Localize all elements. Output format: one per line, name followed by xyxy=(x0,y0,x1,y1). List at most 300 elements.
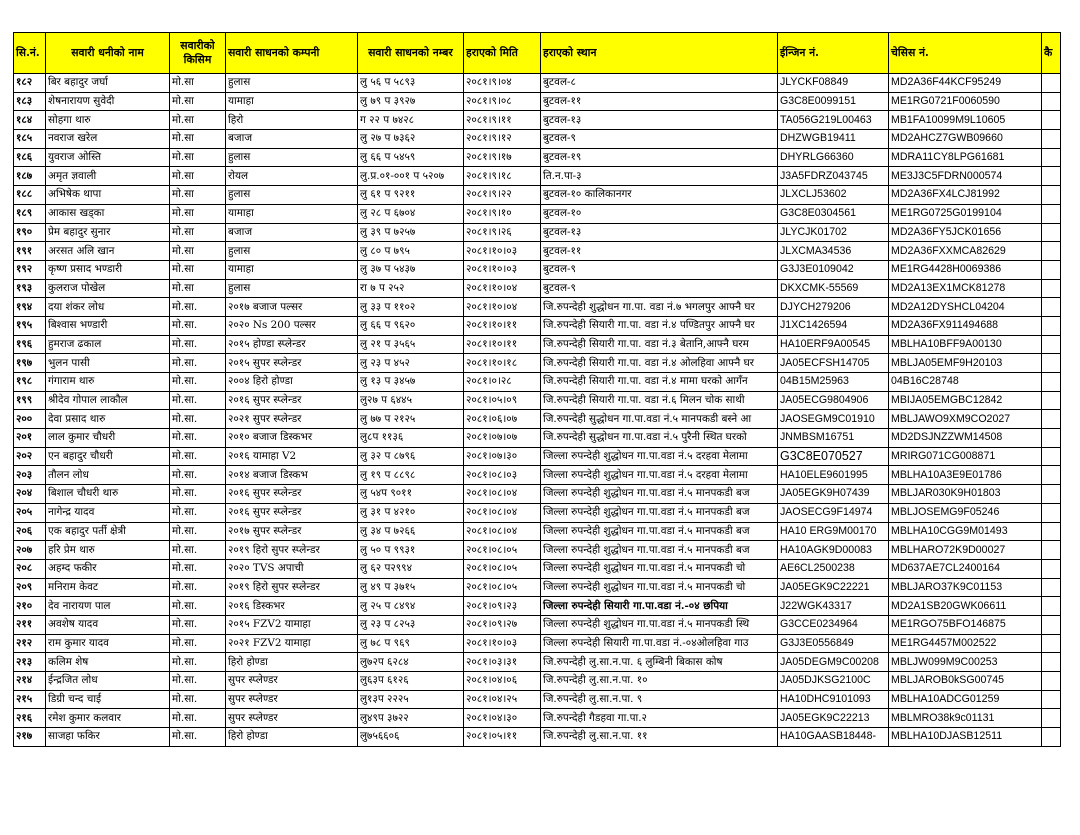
cell-lost-location: जि.रुपन्देही सियारी गा.पा. वडा नं.३ बेतानि,आफ्नै घरम xyxy=(541,335,778,354)
table-row xyxy=(14,410,1061,429)
cell-lost-location: जि.रुपन्देही सियारी गा.पा. वडा नं.६ मिलन चोक साथी xyxy=(541,391,778,410)
cell-remarks xyxy=(1042,597,1061,616)
cell-lost-date: २०८१।९।२६ xyxy=(464,223,541,242)
cell-remarks xyxy=(1042,578,1061,597)
cell-vehicle-type: मो.सा xyxy=(170,223,226,242)
cell-vehicle-company: यामाहा xyxy=(226,92,358,111)
cell-vehicle-number: लु २५ प ८४९४ xyxy=(358,597,464,616)
cell-owner-name: एक बहादुर पर्ती क्षेत्री xyxy=(46,522,170,541)
cell-vehicle-type: मो.सा. xyxy=(170,316,226,335)
header-vehicle-number: सवारी साधनको नम्बर xyxy=(358,33,464,74)
cell-vehicle-company: २०१६ सुपर स्प्लेन्डर xyxy=(226,485,358,504)
cell-serial: १८२ xyxy=(14,74,46,93)
cell-owner-name: गंगाराम थारु xyxy=(46,373,170,392)
table-row xyxy=(14,690,1061,709)
cell-serial: १९४ xyxy=(14,298,46,317)
cell-vehicle-number: लु ३९ प ७२५७ xyxy=(358,223,464,242)
cell-engine-number: DHYRLG66360 xyxy=(778,148,889,167)
cell-vehicle-company: २०१६ डिस्कभर xyxy=(226,597,358,616)
cell-engine-number: HA10AGK9D00083 xyxy=(778,541,889,560)
cell-vehicle-number: लु ३१ प ४२१० xyxy=(358,503,464,522)
cell-vehicle-number: ग २२ प ७४२८ xyxy=(358,111,464,130)
table-row xyxy=(14,223,1061,242)
cell-owner-name: कृष्ण प्रसाद भण्डारी xyxy=(46,260,170,279)
cell-remarks xyxy=(1042,204,1061,223)
table-row xyxy=(14,672,1061,691)
cell-remarks xyxy=(1042,466,1061,485)
cell-lost-date: २०८१।०८।०५ xyxy=(464,541,541,560)
cell-vehicle-company: बजाज xyxy=(226,223,358,242)
cell-engine-number: JLYCJK01702 xyxy=(778,223,889,242)
header-lost-date: हराएको मिति xyxy=(464,33,541,74)
cell-serial: २१५ xyxy=(14,690,46,709)
cell-owner-name: रमेश कुमार कलवार xyxy=(46,709,170,728)
cell-lost-date: २०८१।१०।०४ xyxy=(464,298,541,317)
cell-chassis-number: MD2DSJNZZWM14508 xyxy=(889,429,1042,448)
cell-serial: १८६ xyxy=(14,148,46,167)
table-row xyxy=(14,503,1061,522)
cell-vehicle-company: २०२० Ns 200 पल्सर xyxy=(226,316,358,335)
cell-vehicle-company: हुलास xyxy=(226,74,358,93)
cell-vehicle-type: मो.सा xyxy=(170,242,226,261)
table-row xyxy=(14,578,1061,597)
cell-owner-name: बिर बहादुर जर्घा xyxy=(46,74,170,93)
cell-lost-date: २०८१।९।१८ xyxy=(464,167,541,186)
cell-vehicle-type: मो.सा xyxy=(170,92,226,111)
cell-vehicle-company: सुपर स्प्लेण्डर xyxy=(226,709,358,728)
table-row xyxy=(14,335,1061,354)
cell-serial: १९८ xyxy=(14,373,46,392)
cell-engine-number: G3J3E0556849 xyxy=(778,634,889,653)
cell-vehicle-type: मो.सा. xyxy=(170,391,226,410)
lost-vehicles-table xyxy=(13,32,1061,747)
cell-lost-location: जि.रुपन्देही सुद्धोधन गा.पा.वडा नं.५ पुरैनी स्थित घरको xyxy=(541,429,778,448)
cell-lost-date: २०८१।१०।१८ xyxy=(464,354,541,373)
cell-lost-location: जि.रुपन्देही लु.सा.न.पा. ११ xyxy=(541,728,778,747)
cell-lost-location: बुटवल-८ xyxy=(541,74,778,93)
cell-vehicle-type: मो.सा. xyxy=(170,298,226,317)
cell-remarks xyxy=(1042,373,1061,392)
cell-vehicle-company: २०२० TVS अपाची xyxy=(226,559,358,578)
cell-lost-date: २०८१।०।२८ xyxy=(464,373,541,392)
cell-vehicle-number: लु ३७ प ५४३७ xyxy=(358,260,464,279)
cell-vehicle-number: लु १९ प ८८९८ xyxy=(358,466,464,485)
cell-vehicle-company: हुलास xyxy=(226,186,358,205)
cell-owner-name: अमृत ज्ञवाली xyxy=(46,167,170,186)
cell-remarks xyxy=(1042,503,1061,522)
cell-lost-date: २०८१।०९।२७ xyxy=(464,615,541,634)
cell-remarks xyxy=(1042,279,1061,298)
cell-vehicle-number: लु २७ प ७३६२ xyxy=(358,130,464,149)
cell-chassis-number: MD2A12DYSHCL04204 xyxy=(889,298,1042,317)
header-vehicle-type: सवारीको किसिम xyxy=(170,33,226,74)
cell-vehicle-number: लु६३प ६१२६ xyxy=(358,672,464,691)
cell-owner-name: राम कुमार यादव xyxy=(46,634,170,653)
cell-vehicle-company: हिरो होण्डा xyxy=(226,653,358,672)
cell-chassis-number: ME1RG0721F0060590 xyxy=(889,92,1042,111)
cell-lost-location: जि.रुपन्देही सियारी गा.पा. वडा नं.४ पण्डितपुर आफ्नै घर xyxy=(541,316,778,335)
cell-serial: २१० xyxy=(14,597,46,616)
cell-vehicle-company: २०१० बजाज डिस्कभर xyxy=(226,429,358,448)
cell-chassis-number: MBLHA10DJASB12511 xyxy=(889,728,1042,747)
table-row xyxy=(14,74,1061,93)
cell-engine-number: DJYCH279206 xyxy=(778,298,889,317)
cell-engine-number: JLXCLJ53602 xyxy=(778,186,889,205)
cell-vehicle-type: मो.सा. xyxy=(170,522,226,541)
cell-vehicle-type: मो.सा xyxy=(170,167,226,186)
cell-lost-date: २०८१।०३।३१ xyxy=(464,653,541,672)
cell-engine-number: HA10 ERG9M00170 xyxy=(778,522,889,541)
cell-engine-number: JAOSEGM9C01910 xyxy=(778,410,889,429)
cell-remarks xyxy=(1042,335,1061,354)
cell-vehicle-number: लु २१ प ३५६५ xyxy=(358,335,464,354)
table-row xyxy=(14,597,1061,616)
cell-engine-number: JA05EGK9C22221 xyxy=(778,578,889,597)
cell-remarks xyxy=(1042,74,1061,93)
cell-vehicle-type: मो.सा. xyxy=(170,447,226,466)
cell-engine-number: JA05EGK9H07439 xyxy=(778,485,889,504)
cell-chassis-number: MBLJA05EMF9H20103 xyxy=(889,354,1042,373)
cell-remarks xyxy=(1042,130,1061,149)
table-row xyxy=(14,653,1061,672)
cell-lost-location: जि.रुपन्देही सियारी गा.पा. वडा नं.४ मामा घरको आगँन xyxy=(541,373,778,392)
table-row xyxy=(14,204,1061,223)
cell-remarks xyxy=(1042,298,1061,317)
cell-vehicle-number: लु.प्र.०१-००१ प ५२०७ xyxy=(358,167,464,186)
table-row xyxy=(14,429,1061,448)
cell-vehicle-number: लु ५० प ९९३१ xyxy=(358,541,464,560)
cell-remarks xyxy=(1042,429,1061,448)
cell-remarks xyxy=(1042,167,1061,186)
cell-lost-date: २०८१।९।११ xyxy=(464,111,541,130)
cell-vehicle-company: २०२१ सुपर स्प्लेन्डर xyxy=(226,410,358,429)
cell-remarks xyxy=(1042,559,1061,578)
cell-chassis-number: ME1RG0725G0199104 xyxy=(889,204,1042,223)
cell-engine-number: G3J3E0109042 xyxy=(778,260,889,279)
cell-owner-name: आकास खड्का xyxy=(46,204,170,223)
cell-chassis-number: MD637AE7CL2400164 xyxy=(889,559,1042,578)
cell-lost-date: २०८१।०५।०९ xyxy=(464,391,541,410)
cell-lost-location: जि.रुपन्देही शुद्धोधन गा.पा. वडा नं.७ भगलपुर आफ्नै घर xyxy=(541,298,778,317)
cell-lost-date: २०८१।०४।०६ xyxy=(464,672,541,691)
cell-serial: २०७ xyxy=(14,541,46,560)
cell-lost-date: २०८१।०४।३० xyxy=(464,709,541,728)
cell-chassis-number: MBLJARO37K9C01153 xyxy=(889,578,1042,597)
cell-engine-number: HA10ERF9A00545 xyxy=(778,335,889,354)
cell-lost-location: जि.रुपन्देही लु.सा.न.पा. ६ लुम्बिनी बिकास कोष xyxy=(541,653,778,672)
cell-vehicle-company: हुलास xyxy=(226,148,358,167)
cell-remarks xyxy=(1042,316,1061,335)
cell-vehicle-company: हिरो xyxy=(226,111,358,130)
table-row xyxy=(14,447,1061,466)
cell-engine-number: JA05DJKSG2100C xyxy=(778,672,889,691)
cell-vehicle-type: मो.सा xyxy=(170,111,226,130)
cell-engine-number: J1XC1426594 xyxy=(778,316,889,335)
table-row xyxy=(14,541,1061,560)
cell-vehicle-type: मो.सा xyxy=(170,74,226,93)
cell-engine-number: JA05ECFSH14705 xyxy=(778,354,889,373)
header-vehicle-company: सवारी साधनको कम्पनी xyxy=(226,33,358,74)
cell-serial: १८३ xyxy=(14,92,46,111)
cell-chassis-number: MDRA11CY8LPG61681 xyxy=(889,148,1042,167)
cell-lost-date: २०८१।१०।०४ xyxy=(464,279,541,298)
cell-chassis-number: MBLHA10ADCG01259 xyxy=(889,690,1042,709)
cell-vehicle-number: लु ८० प ७९५ xyxy=(358,242,464,261)
table-row xyxy=(14,391,1061,410)
cell-lost-location: जिल्ला रुपन्देही शुद्धोधन गा.पा.वडा नं.५ दरहवा मेलामा xyxy=(541,466,778,485)
table-row xyxy=(14,466,1061,485)
cell-vehicle-number: लु ३२ प ८७९६ xyxy=(358,447,464,466)
cell-engine-number: AE6CL2500238 xyxy=(778,559,889,578)
cell-lost-date: २०८१।९।०८ xyxy=(464,92,541,111)
cell-lost-date: २०८१।९।०४ xyxy=(464,74,541,93)
cell-lost-date: २०८१।०७।३० xyxy=(464,447,541,466)
cell-vehicle-type: मो.सा. xyxy=(170,503,226,522)
table-row xyxy=(14,279,1061,298)
cell-lost-location: जिल्ला रुपन्देही शुद्धोधन गा.पा.वडा नं.५ मानपकडी स्थि xyxy=(541,615,778,634)
cell-vehicle-number: लु ३४ प ७२६६ xyxy=(358,522,464,541)
cell-serial: २०३ xyxy=(14,466,46,485)
cell-owner-name: हुमराज ढकाल xyxy=(46,335,170,354)
cell-engine-number: DHZWGB19411 xyxy=(778,130,889,149)
cell-chassis-number: MD2A36FX911494688 xyxy=(889,316,1042,335)
cell-vehicle-company: २०१६ सुपर स्प्लेन्डर xyxy=(226,503,358,522)
header-lost-location: हराएको स्थान xyxy=(541,33,778,74)
cell-vehicle-type: मो.सा. xyxy=(170,541,226,560)
cell-engine-number: JAOSECG9F14974 xyxy=(778,503,889,522)
cell-engine-number: HA10DHC9101093 xyxy=(778,690,889,709)
cell-vehicle-company: २०१५ होण्डा स्प्लेन्डर xyxy=(226,335,358,354)
cell-vehicle-number: लु ५६ प ५८९३ xyxy=(358,74,464,93)
cell-remarks xyxy=(1042,634,1061,653)
cell-lost-date: २०८१।९।१० xyxy=(464,204,541,223)
cell-remarks xyxy=(1042,354,1061,373)
cell-lost-date: २०८१।०६।०७ xyxy=(464,410,541,429)
cell-engine-number: JLYCKF08849 xyxy=(778,74,889,93)
cell-vehicle-number: लु१३प २२२५ xyxy=(358,690,464,709)
cell-engine-number: J3A5FDRZ043745 xyxy=(778,167,889,186)
cell-serial: १८७ xyxy=(14,167,46,186)
cell-owner-name: अभिषेक थापा xyxy=(46,186,170,205)
cell-vehicle-type: मो.सा. xyxy=(170,709,226,728)
table-row xyxy=(14,709,1061,728)
cell-remarks xyxy=(1042,653,1061,672)
cell-vehicle-company: यामाहा xyxy=(226,260,358,279)
cell-chassis-number: MBLJAR030K9H01803 xyxy=(889,485,1042,504)
cell-lost-date: २०८१।०४।२५ xyxy=(464,690,541,709)
cell-chassis-number: MD2A36F44KCF95249 xyxy=(889,74,1042,93)
cell-lost-location: बुटवल-१९ xyxy=(541,148,778,167)
header-remarks: कै xyxy=(1042,33,1061,74)
cell-engine-number: J22WGK43317 xyxy=(778,597,889,616)
cell-serial: २०४ xyxy=(14,485,46,504)
cell-serial: २१२ xyxy=(14,634,46,653)
cell-engine-number: HA10GAASB18448- xyxy=(778,728,889,747)
cell-vehicle-number: लु २३ प ४५२ xyxy=(358,354,464,373)
cell-engine-number: G3C8E0099151 xyxy=(778,92,889,111)
cell-lost-location: बुटवल-१० xyxy=(541,204,778,223)
cell-owner-name: नवराज खरेल xyxy=(46,130,170,149)
cell-chassis-number: MB1FA10099M9L10605 xyxy=(889,111,1042,130)
cell-lost-location: बुटवल-१० कालिकानगर xyxy=(541,186,778,205)
cell-lost-date: २०८१।०८।०३ xyxy=(464,466,541,485)
cell-owner-name: भुलन पासी xyxy=(46,354,170,373)
cell-chassis-number: MBLHA10BFF9A00130 xyxy=(889,335,1042,354)
cell-owner-name: दया शंकर लोध xyxy=(46,298,170,317)
cell-lost-date: २०८१।०९।२३ xyxy=(464,597,541,616)
cell-vehicle-number: लु७२प ६२८४ xyxy=(358,653,464,672)
cell-lost-date: २०८१।१०।११ xyxy=(464,316,541,335)
table-row xyxy=(14,111,1061,130)
cell-engine-number: JNMBSM16751 xyxy=(778,429,889,448)
cell-serial: १९० xyxy=(14,223,46,242)
cell-lost-location: बुटवल-११ xyxy=(541,92,778,111)
cell-remarks xyxy=(1042,223,1061,242)
cell-chassis-number: MD2A36FX4LCJ81992 xyxy=(889,186,1042,205)
cell-engine-number: JA05DEGM9C00208 xyxy=(778,653,889,672)
cell-vehicle-type: मो.सा. xyxy=(170,429,226,448)
cell-owner-name: लाल कुमार चौधरी xyxy=(46,429,170,448)
cell-chassis-number: MBIJA05EMGBC12842 xyxy=(889,391,1042,410)
cell-vehicle-company: बजाज xyxy=(226,130,358,149)
cell-lost-date: २०८१।०८।०४ xyxy=(464,503,541,522)
cell-owner-name: साजहा फकिर xyxy=(46,728,170,747)
cell-lost-location: जिल्ला रुपन्देही सियारी गा.पा.वडा नं.-०४ छपिया xyxy=(541,597,778,616)
cell-owner-name: देवा प्रसाद थारु xyxy=(46,410,170,429)
cell-owner-name: कुलराज पोखेल xyxy=(46,279,170,298)
cell-serial: २०१ xyxy=(14,429,46,448)
cell-lost-date: २०८१।१०।०३ xyxy=(464,634,541,653)
cell-serial: २१३ xyxy=(14,653,46,672)
cell-owner-name: एन बहादुर चौधरी xyxy=(46,447,170,466)
cell-serial: २१४ xyxy=(14,672,46,691)
cell-vehicle-type: मो.सा. xyxy=(170,615,226,634)
cell-engine-number: HA10ELE9601995 xyxy=(778,466,889,485)
table-body xyxy=(14,74,1061,747)
cell-lost-date: २०८१।१०।०३ xyxy=(464,260,541,279)
cell-chassis-number: MD2A13EX1MCK81278 xyxy=(889,279,1042,298)
cell-lost-location: ति.न.पा-३ xyxy=(541,167,778,186)
cell-vehicle-type: मो.सा. xyxy=(170,354,226,373)
cell-chassis-number: MBLJAROB0kSG00745 xyxy=(889,672,1042,691)
cell-serial: २०८ xyxy=(14,559,46,578)
table-row xyxy=(14,485,1061,504)
cell-serial: १९१ xyxy=(14,242,46,261)
cell-lost-date: २०८१।१०।०३ xyxy=(464,242,541,261)
cell-lost-date: २०८१।०८।०४ xyxy=(464,485,541,504)
cell-remarks xyxy=(1042,391,1061,410)
cell-engine-number: JLXCMA34536 xyxy=(778,242,889,261)
cell-serial: २११ xyxy=(14,615,46,634)
cell-chassis-number: ME3J3C5FDRN000574 xyxy=(889,167,1042,186)
cell-lost-location: जिल्ला रुपन्देही शुद्धोधन गा.पा.वडा नं.५ मानपकडी बज xyxy=(541,522,778,541)
header-serial: सि.नं. xyxy=(14,33,46,74)
cell-serial: १९२ xyxy=(14,260,46,279)
cell-vehicle-company: हुलास xyxy=(226,242,358,261)
cell-vehicle-number: रा ७ प २५२ xyxy=(358,279,464,298)
cell-vehicle-type: मो.सा. xyxy=(170,597,226,616)
cell-serial: १८५ xyxy=(14,130,46,149)
cell-vehicle-number: लु ६६ प ५४५९ xyxy=(358,148,464,167)
cell-vehicle-type: मो.सा xyxy=(170,148,226,167)
cell-serial: २०६ xyxy=(14,522,46,541)
cell-owner-name: बिश्वास भण्डारी xyxy=(46,316,170,335)
cell-remarks xyxy=(1042,485,1061,504)
cell-lost-date: २०८१।९।१७ xyxy=(464,148,541,167)
cell-vehicle-company: २०१७ सुपर स्प्लेन्डर xyxy=(226,522,358,541)
cell-remarks xyxy=(1042,242,1061,261)
cell-owner-name: तौलन लोध xyxy=(46,466,170,485)
cell-owner-name: बिशाल चौधरी थारु xyxy=(46,485,170,504)
cell-owner-name: मनिराम केवट xyxy=(46,578,170,597)
cell-vehicle-type: मो.सा. xyxy=(170,373,226,392)
cell-chassis-number: MBLMRO38k9c01131 xyxy=(889,709,1042,728)
cell-lost-location: जि.रुपन्देही सुद्धोधन गा.पा.वडा नं.५ मानपकडी बस्ने आ xyxy=(541,410,778,429)
cell-lost-date: २०८१।०८।०४ xyxy=(464,522,541,541)
cell-serial: १९९ xyxy=(14,391,46,410)
cell-vehicle-number: लु ६२ प२९९४ xyxy=(358,559,464,578)
cell-owner-name: श्रीदेव गोपाल लाकौल xyxy=(46,391,170,410)
cell-lost-location: जिल्ला रुपन्देही सियारी गा.पा.वडा नं.-०४ओलहिवा गाउ xyxy=(541,634,778,653)
cell-owner-name: अहम्द फकीर xyxy=(46,559,170,578)
table-row xyxy=(14,354,1061,373)
cell-vehicle-company: सुपर स्प्लेण्डर xyxy=(226,672,358,691)
cell-lost-location: बुटवल-९ xyxy=(541,260,778,279)
cell-lost-location: बुटवल-११ xyxy=(541,242,778,261)
cell-remarks xyxy=(1042,447,1061,466)
cell-vehicle-company: हुलास xyxy=(226,279,358,298)
cell-engine-number: 04B15M25963 xyxy=(778,373,889,392)
cell-vehicle-number: लु २३ प ८२५३ xyxy=(358,615,464,634)
cell-lost-location: जिल्ला रुपन्देही शुद्धोधन गा.पा.वडा नं.५ मानपकडी बज xyxy=(541,485,778,504)
table-row xyxy=(14,298,1061,317)
cell-lost-location: जिल्ला रुपन्देही शुद्धोधन गा.पा.वडा नं.५ मानपकडी चो xyxy=(541,578,778,597)
cell-engine-number: JA05ECG9804906 xyxy=(778,391,889,410)
cell-vehicle-type: मो.सा. xyxy=(170,335,226,354)
cell-chassis-number: ME1RGO75BFO146875 xyxy=(889,615,1042,634)
cell-chassis-number: MBLJW099M9C00253 xyxy=(889,653,1042,672)
cell-serial: १९३ xyxy=(14,279,46,298)
cell-serial: २१७ xyxy=(14,728,46,747)
table-row xyxy=(14,130,1061,149)
cell-lost-location: जि.रुपन्देही सियारी गा.पा. वडा नं.४ ओलहिवा आफ्नै घर xyxy=(541,354,778,373)
cell-serial: १९५ xyxy=(14,316,46,335)
cell-serial: १८४ xyxy=(14,111,46,130)
table-row xyxy=(14,522,1061,541)
table-row xyxy=(14,559,1061,578)
cell-vehicle-number: लु२७ प ६४४५ xyxy=(358,391,464,410)
cell-owner-name: ईन्द्रजित लोध xyxy=(46,672,170,691)
cell-vehicle-type: मो.सा. xyxy=(170,559,226,578)
cell-vehicle-number: लु ६६ प ९६२० xyxy=(358,316,464,335)
cell-vehicle-number: लु ३३ प ११०२ xyxy=(358,298,464,317)
cell-owner-name: नागेन्द्र यादव xyxy=(46,503,170,522)
cell-vehicle-company: हिरो होण्डा xyxy=(226,728,358,747)
cell-engine-number: G3C8E0304561 xyxy=(778,204,889,223)
cell-vehicle-company: यामाहा xyxy=(226,204,358,223)
cell-serial: १९६ xyxy=(14,335,46,354)
cell-chassis-number: ME1RG4428H0069386 xyxy=(889,260,1042,279)
table-row xyxy=(14,316,1061,335)
cell-engine-number: G3CCE0234964 xyxy=(778,615,889,634)
cell-owner-name: देव नारायण पाल xyxy=(46,597,170,616)
table-row xyxy=(14,260,1061,279)
cell-chassis-number: MBLJOSEMG9F05246 xyxy=(889,503,1042,522)
cell-owner-name: कलिम शेष xyxy=(46,653,170,672)
cell-remarks xyxy=(1042,728,1061,747)
cell-vehicle-type: मो.सा xyxy=(170,204,226,223)
cell-vehicle-company: २०१६ यामाहा V2 xyxy=(226,447,358,466)
